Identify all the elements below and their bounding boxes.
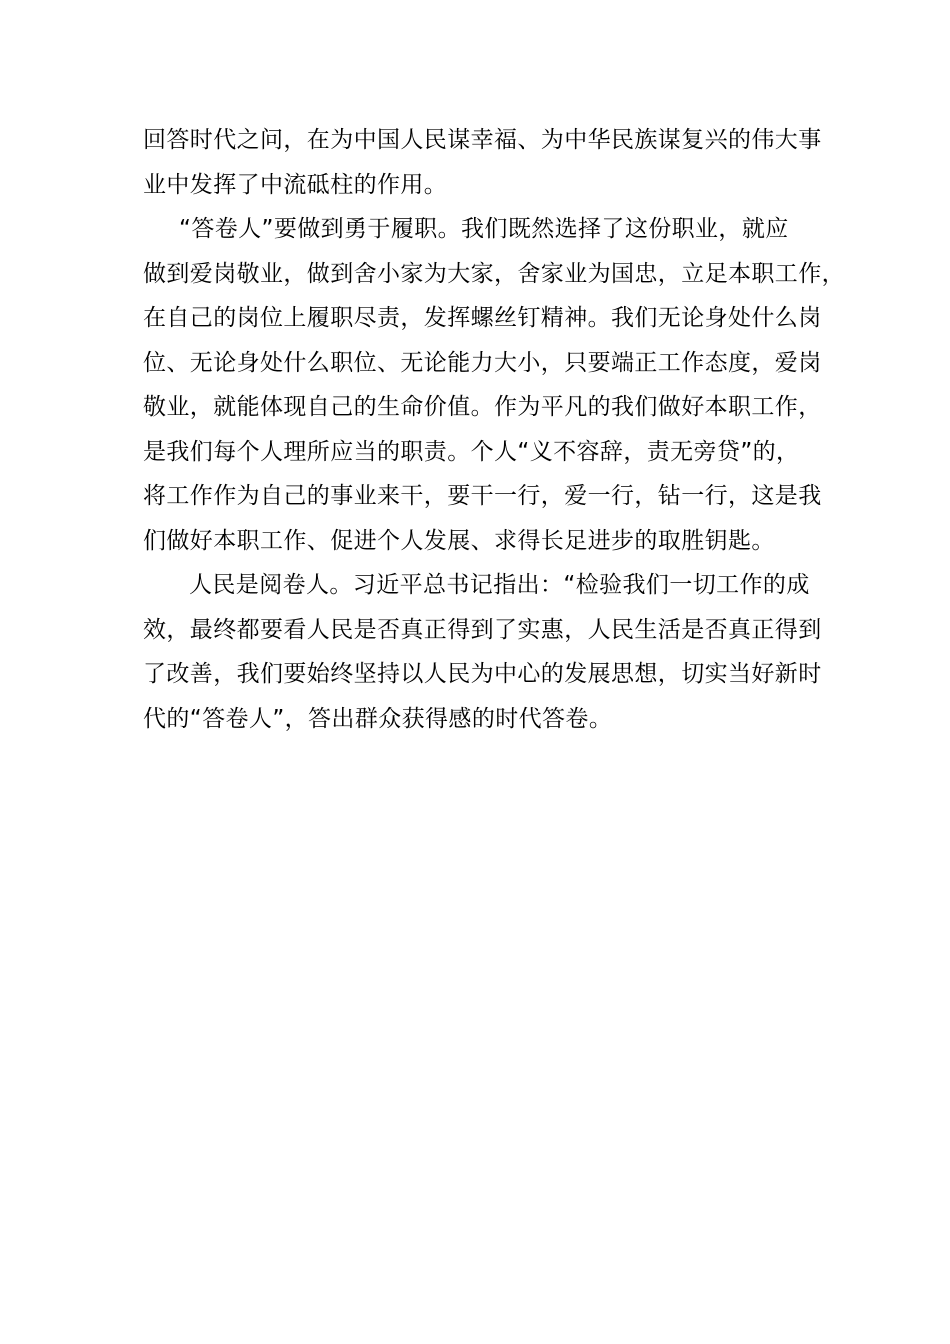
text-line: 效，最终都要看人民是否真正得到了实惠，人民生活是否真正得到 — [143, 616, 822, 643]
text-line: 回答时代之问，在为中国人民谋幸福、为中华民族谋复兴的伟大事 — [143, 127, 822, 153]
text-line: 位、无论身处什么职位、无论能力大小，只要端正工作态度，爱岗 — [143, 349, 822, 376]
text-line: 是我们每个人理所应当的职责。个人“义不容辞，责无旁贷”的， — [143, 438, 800, 465]
document-body — [143, 118, 845, 741]
text-line: 在自己的岗位上履职尽责，发挥螺丝钉精神。我们无论身处什么岗 — [143, 305, 822, 331]
paragraph-start-line: 人民是阅卷人。习近平总书记指出：“检验我们一切工作的成 — [189, 572, 810, 598]
text-line: 业中发挥了中流砥柱的作用。 — [143, 171, 448, 198]
text-line: 代的“答卷人”，答出群众获得感的时代答卷。 — [143, 705, 613, 732]
text-line: 做到爱岗敬业，做到舍小家为大家，舍家业为国忠，立足本职工作， — [143, 260, 845, 287]
text-line: 们做好本职工作、促进个人发展、求得长足进步的取胜钥匙。 — [143, 527, 775, 554]
text-line: 将工作作为自己的事业来干，要干一行，爱一行，钻一行，这是我 — [143, 483, 822, 509]
paragraph-start-line: “答卷人”要做到勇于履职。我们既然选择了这份职业，就应 — [179, 216, 789, 242]
text-line: 敬业，就能体现自己的生命价值。作为平凡的我们做好本职工作， — [143, 394, 822, 420]
text-line: 了改善，我们要始终坚持以人民为中心的发展思想，切实当好新时 — [143, 661, 822, 687]
